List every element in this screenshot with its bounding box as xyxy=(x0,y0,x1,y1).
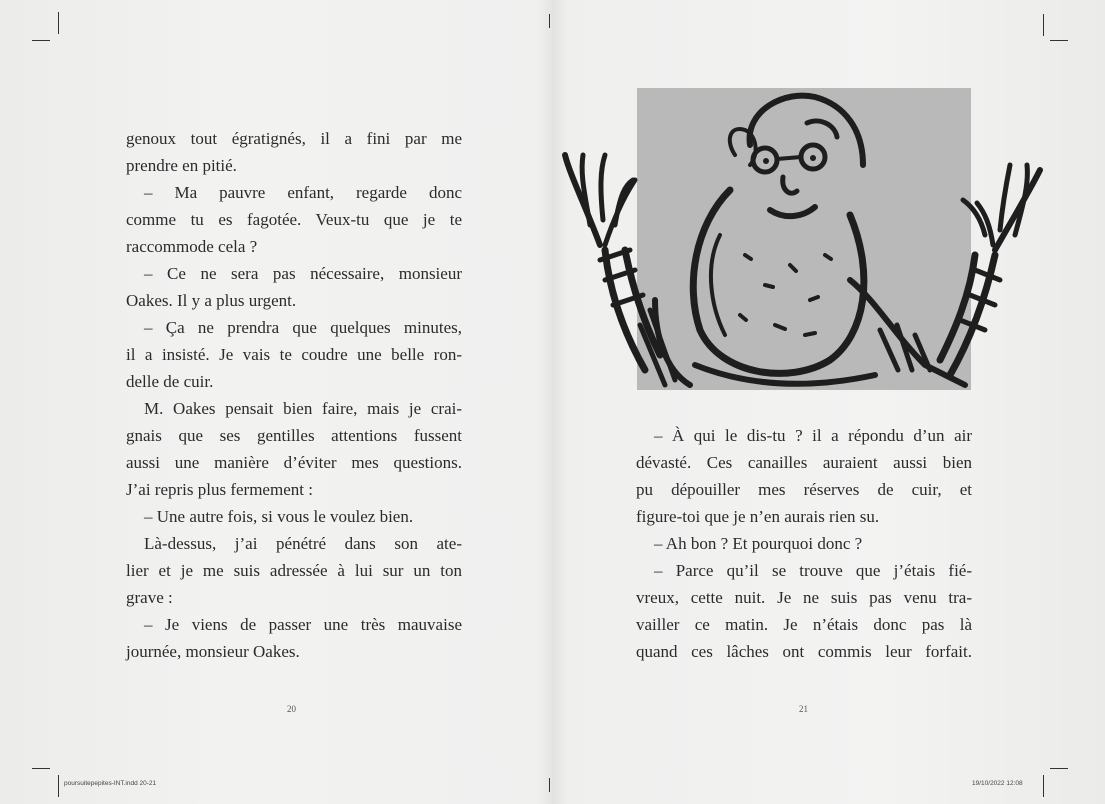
text-line: raccommode cela ? xyxy=(126,237,258,256)
text-line: – Je viens de passer une très mauvaise xyxy=(144,615,462,634)
crop-mark xyxy=(1043,775,1044,797)
text-line: grave : xyxy=(126,588,173,607)
text-line: M. Oakes pensait bien faire, mais je crai- xyxy=(144,399,462,418)
crop-mark xyxy=(1043,14,1044,36)
left-page-text xyxy=(126,125,462,665)
slug-filename: poursuitepepites-INT.indd 20-21 xyxy=(64,780,157,787)
text-line: J’ai repris plus fermement : xyxy=(126,480,313,499)
right-page-text xyxy=(636,422,972,665)
text-line: delle de cuir. xyxy=(126,372,214,391)
text-line: pu dépouiller mes réserves de cuir, et xyxy=(636,480,972,499)
text-line: – Ce ne sera pas nécessaire, monsieur xyxy=(144,264,462,283)
crop-mark xyxy=(1050,40,1068,41)
text-line: – Ah bon ? Et pourquoi donc ? xyxy=(654,534,863,553)
text-line: aussi une manière d’éviter mes questions. xyxy=(126,453,462,472)
bearded-man-illustration xyxy=(545,85,1075,400)
crop-mark xyxy=(1050,768,1068,769)
text-line: dévasté. Ces canailles auraient aussi bien xyxy=(636,453,972,472)
page-number-left: 20 xyxy=(287,704,296,714)
text-line: comme tu es fagotée. Veux-tu que je te xyxy=(126,210,462,229)
crop-mark xyxy=(32,768,50,769)
text-line: Oakes. Il y a plus urgent. xyxy=(126,291,297,310)
text-line: vailler ce matin. Je n’étais donc pas là xyxy=(636,615,972,634)
crop-mark xyxy=(549,778,550,792)
text-line: Là-dessus, j’ai pénétré dans son ate- xyxy=(144,534,462,553)
text-line: – Ça ne prendra que quelques minutes, xyxy=(144,318,462,337)
text-line: quand ces lâches ont commis leur forfait. xyxy=(636,642,972,661)
text-line: journée, monsieur Oakes. xyxy=(126,642,300,661)
slug-timestamp: 19/10/2022 12:08 xyxy=(972,780,1023,787)
crop-mark xyxy=(58,12,59,34)
text-line: figure-toi que je n’en aurais rien su. xyxy=(636,507,880,526)
crop-mark xyxy=(549,14,550,28)
page-number-right: 21 xyxy=(799,704,808,714)
crop-mark xyxy=(58,775,59,797)
crop-mark xyxy=(32,40,50,41)
text-line: gnais que ses gentilles attentions fussent xyxy=(126,426,462,445)
text-line: – À qui le dis-tu ? il a répondu d’un air xyxy=(654,426,972,445)
text-line: – Ma pauvre enfant, regarde donc xyxy=(144,183,462,202)
text-line: – Parce qu’il se trouve que j’étais fié- xyxy=(654,561,972,580)
text-line: il a insisté. Je vais te coudre une belle ron- xyxy=(126,345,462,364)
text-line: vreux, cette nuit. Je ne suis pas venu tra- xyxy=(636,588,972,607)
text-line: lier et je me suis adressée à lui sur un ton xyxy=(126,561,462,580)
text-line: – Une autre fois, si vous le voulez bien. xyxy=(144,507,414,526)
text-line: prendre en pitié. xyxy=(126,156,237,175)
text-line: genoux tout égratignés, il a fini par me xyxy=(126,129,462,148)
